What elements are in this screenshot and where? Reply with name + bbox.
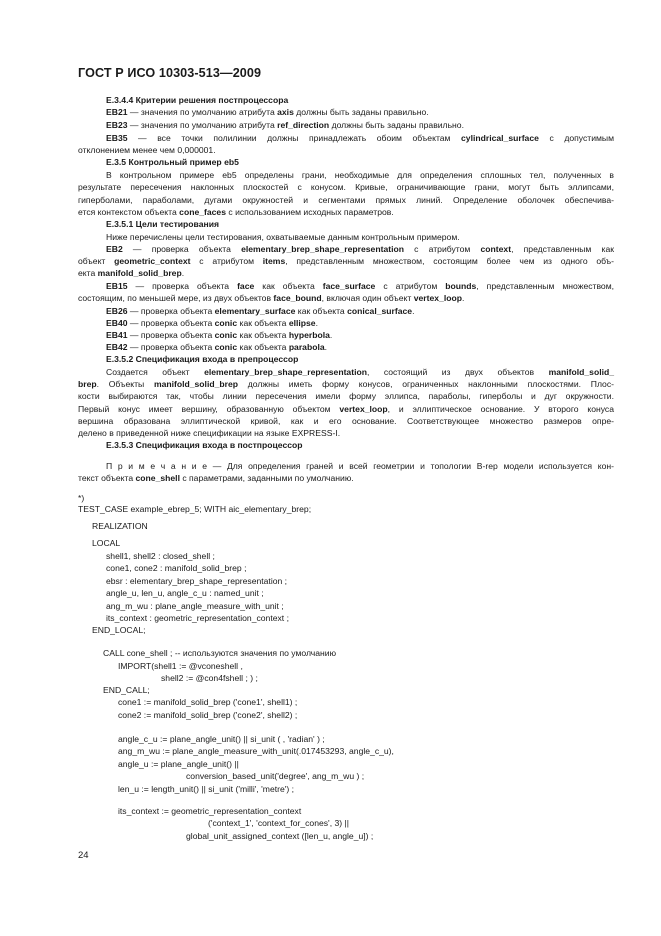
- emphasized-term: vertex_loop: [413, 293, 462, 303]
- code-line: cone1, cone2 : manifold_solid_brep ;: [106, 563, 247, 573]
- text-run: с атрибутом: [403, 244, 481, 254]
- code-line: angle_c_u := plane_angle_unit() || si_unit ( , 'radian' ) ;: [118, 734, 325, 744]
- emphasized-term: face_surface: [322, 281, 376, 291]
- text-run: с использованием исходных параметров.: [226, 207, 394, 217]
- text-run: состоящим, по меньшей мере, из двух объектов: [78, 293, 274, 303]
- text-run: — проверка объекта: [127, 342, 215, 352]
- text-run: — проверка объекта: [122, 244, 242, 254]
- text-run: .: [315, 318, 318, 328]
- paragraph-line: вершина образована эллиптической кривой, как и его основание. Соответствующее множество размеров опре-: [78, 416, 614, 426]
- code-line: angle_u, len_u, angle_c_u : named_unit ;: [106, 588, 264, 598]
- emphasized-term: bounds: [445, 281, 477, 291]
- emphasized-term: EB2: [106, 244, 123, 254]
- paragraph-line: Ниже перечислены цели тестирования, охватываемые данным контрольным примером.: [106, 232, 460, 242]
- text-run: — все точки полилинии должны принадлежать обоим объектам: [127, 133, 462, 143]
- paragraph-line: [78, 207, 394, 218]
- code-line: ang_m_wu := plane_angle_measure_with_unit(.017453293, angle_c_u),: [118, 746, 394, 756]
- emphasized-term: manifold_solid_: [548, 367, 614, 377]
- emphasized-term: EB23: [106, 120, 128, 130]
- code-line: REALIZATION: [92, 521, 148, 531]
- text-run: объект: [78, 256, 115, 266]
- text-run: как объекта: [295, 306, 348, 316]
- text-run: — проверка объекта: [127, 281, 238, 291]
- text-run: , представленным множеством,: [476, 281, 614, 291]
- paragraph-line: результате пересечения наклонных плоскостей с конусом. Кривые, ограничивающие грани, могут быть эллипсами,: [78, 182, 614, 192]
- code-line: CALL cone_shell ; -- используются значения по умолчанию: [103, 648, 337, 658]
- code-line: END_CALL;: [103, 685, 150, 695]
- text-run: — проверка объекта: [127, 330, 215, 340]
- code-line: shell2 := @con4fshell ; ) ;: [161, 673, 258, 683]
- section-title: E.3.5 Контрольный пример eb5: [106, 157, 239, 167]
- paragraph-line: [106, 342, 327, 353]
- section-title: E.3.5.3 Спецификация входа в постпроцессор: [106, 440, 303, 450]
- emphasized-term: EB21: [106, 107, 128, 117]
- paragraph-line: [78, 256, 614, 267]
- section-title: E.3.5.1 Цели тестирования: [106, 219, 219, 229]
- text-run: должны иметь форму конусов, ограниченных наклонными плоскостями. Плос-: [237, 379, 614, 389]
- section-title: E.3.5.2 Спецификация входа в препроцессор: [106, 354, 299, 364]
- code-line: TEST_CASE example_ebrep_5; WITH aic_elementary_brep;: [78, 504, 312, 514]
- code-line: cone2 := manifold_solid_brep ('cone2', shell2) ;: [118, 710, 298, 720]
- emphasized-term: EB41: [106, 330, 128, 340]
- emphasized-term: brep: [78, 379, 97, 389]
- text-run: , представленным как: [511, 244, 615, 254]
- text-run: с допустимым: [538, 133, 614, 143]
- text-run: с атрибутом: [375, 281, 446, 291]
- emphasized-term: parabola: [288, 342, 325, 352]
- emphasized-term: elementary_brep_shape_representation: [204, 367, 367, 377]
- emphasized-term: ellipse: [288, 318, 316, 328]
- text-run: как объекта: [237, 342, 289, 352]
- text-run: екта: [78, 268, 98, 278]
- emphasized-term: vertex_loop: [339, 404, 388, 414]
- paragraph-line: кости выбираются так, чтобы линии пересечения имели форму эллипса, параболы, гиперболы и дуг окружности.: [78, 391, 614, 401]
- note-line: [78, 473, 354, 484]
- text-run: как объекта: [254, 281, 323, 291]
- emphasized-term: EB26: [106, 306, 128, 316]
- paragraph-line: [106, 107, 429, 118]
- code-line: its_context := geometric_representation_context: [118, 806, 302, 816]
- emphasized-term: elementary_surface: [214, 306, 296, 316]
- code-line: its_context : geometric_representation_context ;: [106, 613, 289, 623]
- code-line: ebsr : elementary_brep_shape_representation ;: [106, 576, 288, 586]
- paragraph-line: [78, 404, 614, 415]
- paragraph-line: [106, 306, 414, 317]
- emphasized-term: manifold_solid_brep: [97, 268, 182, 278]
- note-line: П р и м е ч а н и е — Для определения граней и всей геометрии и топологии B-rep модели используется кон-: [106, 461, 614, 471]
- emphasized-term: EB40: [106, 318, 128, 328]
- code-line: angle_u := plane_angle_unit() ||: [118, 759, 239, 769]
- text-run: — проверка объекта: [127, 318, 215, 328]
- paragraph-line: отклонением менее чем 0,000001.: [78, 145, 216, 155]
- emphasized-term: cone_shell: [135, 473, 180, 483]
- emphasized-term: axis: [277, 107, 294, 117]
- text-run: Первый конус имеет вершину, образованную объектом: [78, 404, 340, 414]
- text-run: текст объекта: [78, 473, 136, 483]
- emphasized-term: face_bound: [273, 293, 322, 303]
- paragraph-line: [106, 367, 614, 378]
- emphasized-term: face: [237, 281, 255, 291]
- page-number: 24: [78, 850, 89, 861]
- text-run: . Объекты: [96, 379, 154, 389]
- emphasized-term: manifold_solid_brep: [153, 379, 238, 389]
- emphasized-term: EB42: [106, 342, 128, 352]
- text-run: .: [461, 293, 465, 303]
- emphasized-term: conic: [214, 330, 238, 340]
- code-line: LOCAL: [92, 538, 121, 548]
- text-run: .: [181, 268, 185, 278]
- emphasized-term: cylindrical_surface: [461, 133, 539, 143]
- emphasized-term: context: [480, 244, 512, 254]
- text-run: как объекта: [237, 318, 289, 328]
- emphasized-term: geometric_context: [114, 256, 191, 266]
- text-run: должны быть заданы правильно.: [293, 107, 429, 117]
- code-line: ('context_1', 'context_for_cones', 3) ||: [208, 818, 349, 828]
- code-line: len_u := length_unit() || si_unit ('milli', 'metre') ;: [118, 784, 295, 794]
- text-run: с атрибутом: [190, 256, 263, 266]
- paragraph-line: [106, 244, 614, 255]
- code-line: global_unit_assigned_context ([len_u, angle_u]) ;: [186, 831, 374, 841]
- text-run: , включая один объект: [321, 293, 414, 303]
- code-line: ang_m_wu : plane_angle_measure_with_unit ;: [106, 601, 284, 611]
- emphasized-term: EB15: [106, 281, 128, 291]
- paragraph-line: делено в приведенной ниже спецификации на языке EXPRESS-I.: [78, 428, 341, 438]
- paragraph-line: [78, 379, 614, 390]
- text-run: Создается объект: [106, 367, 205, 377]
- code-line: cone1 := manifold_solid_brep ('cone1', shell1) ;: [118, 697, 298, 707]
- paragraph-line: [106, 281, 614, 292]
- code-line: conversion_based_unit('degree', ang_m_wu ) ;: [186, 771, 365, 781]
- paragraph-line: [78, 293, 464, 304]
- paragraph-line: [106, 318, 318, 329]
- text-run: , представленным множеством, состоящим более чем из одного объ-: [285, 256, 615, 266]
- emphasized-term: conic: [214, 318, 238, 328]
- text-run: , и эллиптическое основание. У второго конуса: [387, 404, 614, 414]
- emphasized-term: hyperbola: [288, 330, 330, 340]
- emphasized-term: elementary_brep_shape_representation: [241, 244, 404, 254]
- text-run: — проверка объекта: [127, 306, 215, 316]
- paragraph-line: [106, 330, 332, 341]
- emphasized-term: items: [262, 256, 286, 266]
- emphasized-term: ref_direction: [277, 120, 330, 130]
- emphasized-term: conical_surface: [347, 306, 413, 316]
- text-run: — значения по умолчанию атрибута: [127, 107, 278, 117]
- text-run: .: [329, 330, 333, 340]
- text-run: , состоящий из двух объектов: [366, 367, 549, 377]
- text-run: должны быть заданы правильно.: [329, 120, 464, 130]
- emphasized-term: conic: [214, 342, 238, 352]
- emphasized-term: EB35: [106, 133, 128, 143]
- text-run: с параметрами, заданными по умолчанию.: [179, 473, 354, 483]
- text-run: .: [412, 306, 415, 316]
- paragraph-line: [106, 120, 464, 131]
- text-run: — значения по умолчанию атрибута: [127, 120, 278, 130]
- code-line: END_LOCAL;: [92, 625, 146, 635]
- code-line: IMPORT(shell1 := @vconeshell ,: [118, 661, 243, 671]
- emphasized-term: cone_faces: [179, 207, 226, 217]
- text-run: ется контекстом объекта: [78, 207, 180, 217]
- code-line: shell1, shell2 : closed_shell ;: [106, 551, 215, 561]
- paragraph-line: гиперболами, параболами, дугами окружностей и сегментами прямых линий. Определение оболочек обеспечива-: [78, 195, 614, 205]
- code-line: *): [78, 493, 85, 503]
- text-run: как объекта: [237, 330, 289, 340]
- paragraph-line: [78, 268, 184, 279]
- page-header: ГОСТ Р ИСО 10303-513—2009: [78, 66, 262, 80]
- section-title: E.3.4.4 Критерии решения постпроцессора: [106, 95, 289, 105]
- text-run: .: [324, 342, 328, 352]
- paragraph-line: В контрольном примере eb5 определены грани, необходимые для определения сплошных тел, полученных в: [106, 170, 614, 180]
- paragraph-line: [106, 133, 614, 144]
